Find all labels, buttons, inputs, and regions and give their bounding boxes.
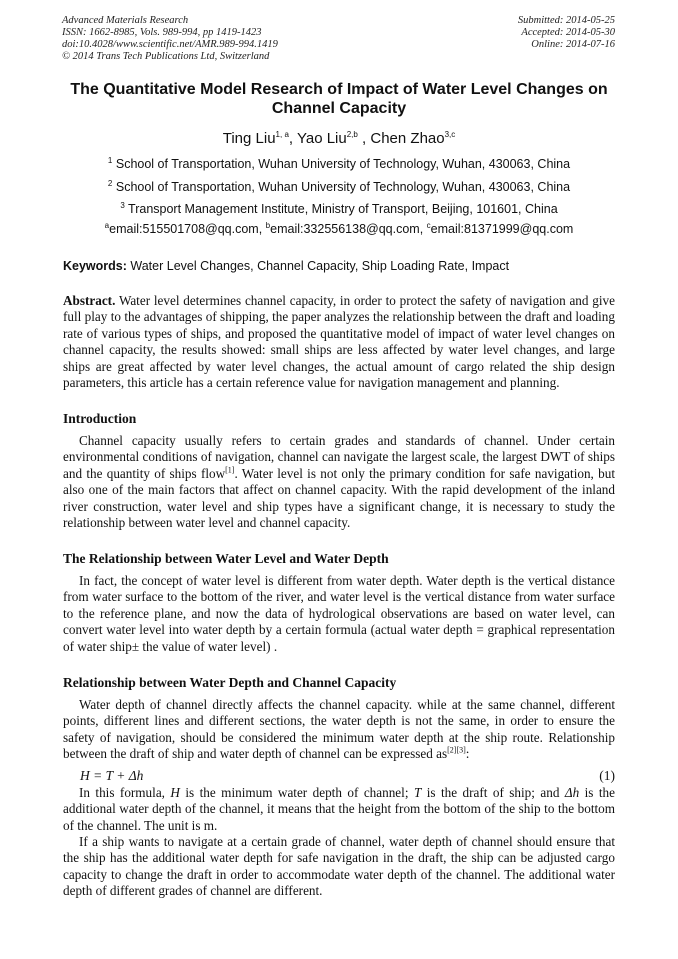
intro-paragraph [63,433,615,531]
affiliation [0,157,678,172]
copyright: © 2014 Trans Tech Publications Ltd, Switzerland [62,51,270,62]
accepted-date: Accepted: 2014-05-30 [521,27,615,38]
email-sup: a [104,220,110,230]
email[interactable]: email:332556138@qq.com [270,222,420,236]
var-t: T [413,785,422,800]
email-sup: c [426,220,431,230]
journal-name: Advanced Materials Research [62,15,189,26]
section-heading: The Relationship between Water Level and Water Depth [63,551,389,566]
keywords-label: Keywords: [63,259,127,273]
affiliation-text: School of Transportation, Wuhan University of Technology, Wuhan, 430063, China [115,157,571,171]
paper-title: The Quantitative Model Research of Impact of Water Level Changes on Channel Capacity [70,81,608,117]
email[interactable]: email:515501708@qq.com [109,222,259,236]
affiliation-text: School of Transportation, Wuhan University of Technology, Wuhan, 430063, China [115,180,571,194]
email-sup: b [265,220,271,230]
text: is the draft of ship; and [421,785,565,800]
author-name: Yao Liu [296,130,347,147]
keywords [63,259,615,274]
author-sup: 3,c [444,130,456,139]
section-heading: Introduction [63,411,137,426]
author-name: Ting Liu [222,130,276,147]
section-heading: Relationship between Water Depth and Channel Capacity [63,675,397,690]
var-h: H [170,785,180,800]
affiliation-num: 1 [107,155,113,165]
text: is the minimum water depth of channel; [179,785,414,800]
dates-header [518,15,615,51]
intro-text: . Water level is not only the primary condition for safe navigation, but also one of the main factors that affect on channel capacity. With the rapid development of the inland river construction, water level and ship types have a significant change, it is necessary to study the relationship between water level and channel capacity. [63,465,615,531]
author-name: Chen Zhao [370,130,445,147]
capacity-text: : [465,746,470,762]
equation-1 [80,768,615,784]
water-depth-paragraph: In fact, the concept of water level is different from water depth. Water depth is the vertical distance from water surface to the bottom of the river, and water level is the vertical distance from water surface to the reference plane, and now the data of hydrological observations are based on water level, can convert water level into water depth by a certain formula (actual water depth = graphical representation of water ship± the value of water level) . [63,573,615,654]
author-sup: 2,b [346,130,358,139]
issn: ISSN: 1662-8985, Vols. 989-994, pp 1419-1423 [62,27,262,38]
formula-explanation [63,785,615,834]
equation-number: (1) [599,768,615,783]
var-delta-h: Δh [564,785,580,800]
affiliation-text: Transport Management Institute, Ministry of Transport, Beijing, 101601, China [128,202,558,216]
author-sup: 1, a [275,130,289,139]
affiliation [0,202,678,217]
equation-text: H = T + Δh [80,768,144,783]
online-date: Online: 2014-07-16 [531,39,615,50]
text: is the additional water depth of the channel, it means that the height from the bottom of the ship to the bottom of the channel. The unit is m. [63,785,615,833]
author-list: Ting Liu$^{1, a}$, Yao Liu$^{2,b}$ , Chen Zhao$^{3,c}$ [222,130,456,147]
affiliation-num: 3 [120,200,125,210]
capacity-text: Water depth of channel directly affects the channel capacity. while at the same channel, different points, different lines and different sections, the water depth is not the same, in order to ensure the safety of navigation, should be considered the minimum water depth at the ship route. Relationship between the draft of ship and water depth of channel can be expressed as [63,697,615,762]
affiliation [0,180,678,195]
abstract-label: Abstract. [63,293,116,308]
email[interactable]: email:81371999@qq.com [430,222,574,236]
abstract-text: Water level determines channel capacity, in order to protect the safety of navigation and give full play to the advantages of shipping, the paper analyzes the relationship between the draft and loading rate of various types of ships, and proposed the quantitative model of impact of water level changes on channel capacity, the results showed: small ships are less affected by water level changes, and large ships are great affected by water level changes, the actual amount of cargo related the ship design parameters, this article has a certain reference value for navigation management and planning. [63,293,615,391]
citation: [2][3] [447,745,466,755]
capacity-paragraph [63,697,615,763]
intro-text: Channel capacity usually refers to certain grades and standards of channel. Under certain environmental conditions of navigation, channel can navigate the largest scale, the largest DWT of ships and the quantity of ships flow [63,433,615,481]
doi: doi:10.4028/www.scientific.net/AMR.989-994.1419 [62,39,278,50]
text: In this formula, [79,785,171,800]
submitted-date: Submitted: 2014-05-25 [517,15,615,26]
affiliation-num: 2 [107,178,113,188]
abstract [63,293,615,391]
grade-paragraph: If a ship wants to navigate at a certain grade of channel, water depth of channel should ensure that the ship has the additional water depth for safe navigation in the draft, the ship can be adjusted cargo capacity to change the draft in order to accommodate water depth of the channel. The additional water depth of different grades of channel are different. [63,834,615,899]
email-line: $^a$email:515501708@qq.com, $^b$email:332556138@qq.com, $^c$email:81371999@qq.com [104,220,574,236]
citation: [1] [225,465,235,475]
journal-header [62,15,278,63]
keywords-text: Water Level Changes, Channel Capacity, Ship Loading Rate, Impact [130,259,510,273]
